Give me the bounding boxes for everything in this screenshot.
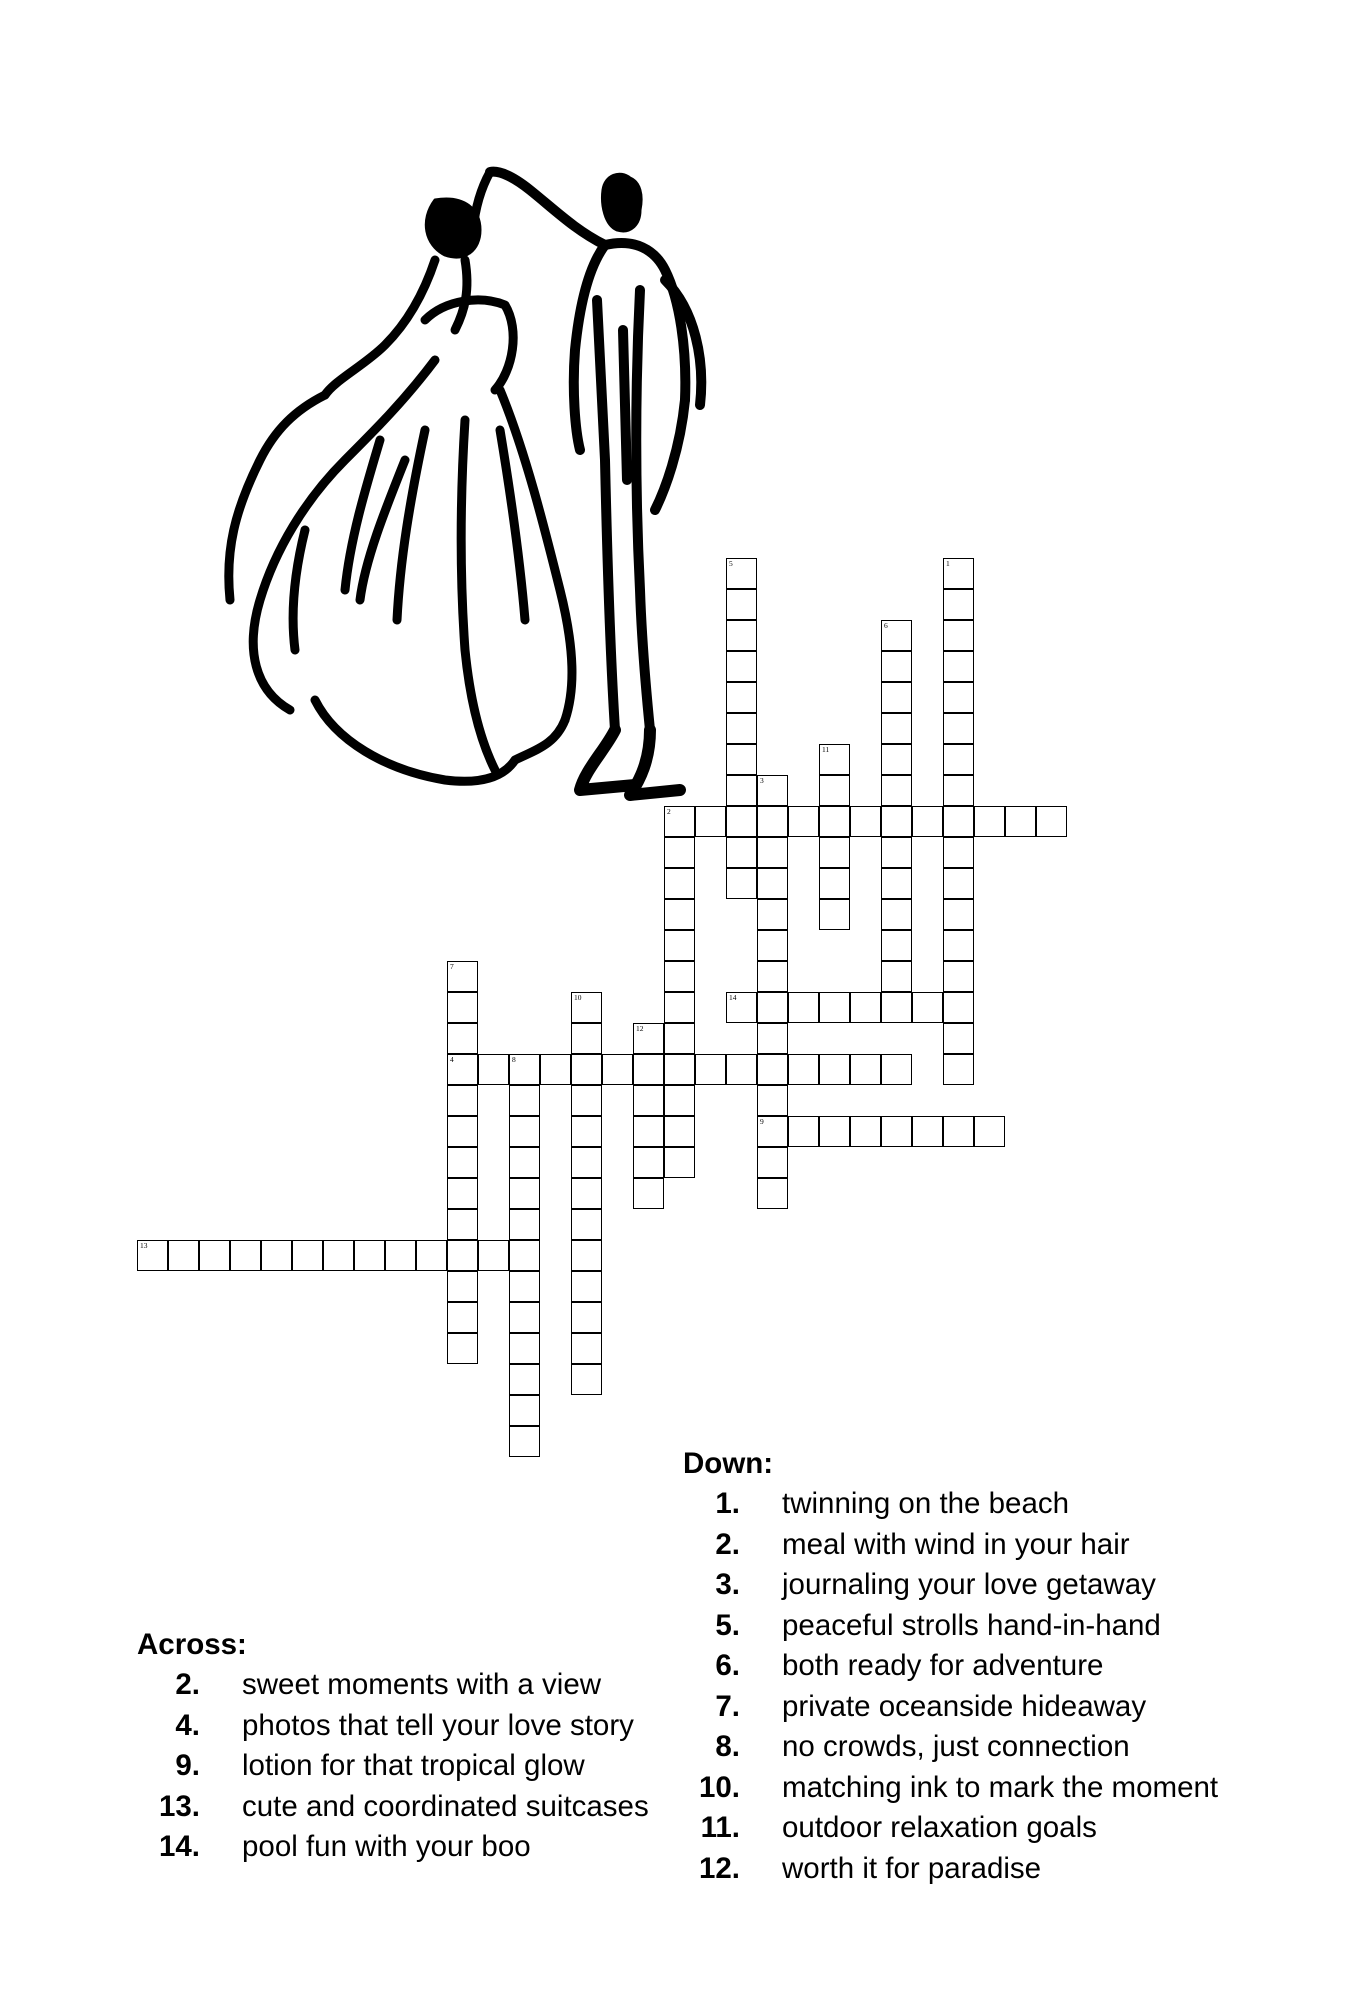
grid-cell[interactable]: [571, 1271, 602, 1302]
grid-cell[interactable]: [757, 992, 788, 1023]
clue-number: 12.: [698, 1851, 740, 1885]
grid-cell[interactable]: [881, 961, 912, 992]
grid-cell[interactable]: [447, 1147, 478, 1178]
grid-cell[interactable]: [292, 1240, 323, 1271]
grid-cell[interactable]: [943, 589, 974, 620]
grid-cell[interactable]: [509, 1178, 540, 1209]
cell-number: 12: [636, 1024, 644, 1033]
cell-number: 2: [667, 807, 671, 816]
clue-number: 5.: [715, 1608, 740, 1642]
cell-number: 5: [729, 559, 733, 568]
cell-number: 9: [760, 1117, 764, 1126]
grid-cell[interactable]: [757, 775, 788, 806]
cell-number: 11: [822, 745, 830, 754]
clue-text: pool fun with your boo: [242, 1830, 531, 1863]
grid-cell[interactable]: [912, 1116, 943, 1147]
grid-cell[interactable]: [757, 961, 788, 992]
clue-text: photos that tell your love story: [242, 1708, 634, 1742]
grid-cell[interactable]: [726, 744, 757, 775]
grid-cell[interactable]: [726, 1054, 757, 1085]
clue-text: matching ink to mark the moment: [782, 1770, 1219, 1804]
clue-number: 9.: [175, 1749, 200, 1782]
grid-cell[interactable]: [664, 930, 695, 961]
grid-cell[interactable]: [881, 775, 912, 806]
grid-cell[interactable]: [819, 775, 850, 806]
clue-number: 7.: [715, 1689, 740, 1723]
cell-number: 4: [450, 1055, 454, 1064]
grid-cell[interactable]: [726, 868, 757, 899]
cell-number: 3: [760, 776, 764, 785]
clue-item: [137, 1709, 649, 1750]
across-clues: [137, 1628, 649, 1871]
clue-text: twinning on the beach: [782, 1487, 1070, 1520]
grid-cell[interactable]: [664, 868, 695, 899]
grid-cell[interactable]: [323, 1240, 354, 1271]
grid-cell[interactable]: [664, 899, 695, 930]
grid-cell[interactable]: [881, 837, 912, 868]
grid-cell[interactable]: [819, 744, 850, 775]
clue-text: cute and coordinated suitcases: [242, 1789, 649, 1823]
grid-cell[interactable]: [571, 1209, 602, 1240]
grid-cell[interactable]: [695, 806, 726, 837]
grid-cell[interactable]: [881, 899, 912, 930]
clue-text: journaling your love getaway: [782, 1568, 1156, 1601]
grid-cell[interactable]: [602, 1054, 633, 1085]
grid-cell[interactable]: [788, 992, 819, 1023]
grid-cell[interactable]: [850, 1054, 881, 1085]
grid-cell[interactable]: [788, 1116, 819, 1147]
clue-text: peaceful strolls hand-in-hand: [782, 1608, 1161, 1642]
clue-item: [683, 1568, 1218, 1609]
cell-number: 7: [450, 962, 454, 971]
grid-cell[interactable]: [943, 930, 974, 961]
grid-cell[interactable]: [881, 806, 912, 837]
grid-cell[interactable]: [974, 806, 1005, 837]
grid-cell[interactable]: [571, 1240, 602, 1271]
grid-cell[interactable]: [571, 1054, 602, 1085]
grid-cell[interactable]: [509, 1395, 540, 1426]
grid-cell[interactable]: [943, 558, 974, 589]
grid-cell[interactable]: [664, 992, 695, 1023]
clue-text: both ready for adventure: [782, 1649, 1104, 1682]
grid-cell[interactable]: [509, 1426, 540, 1457]
clue-number: 6.: [715, 1649, 740, 1682]
clue-item: [683, 1609, 1218, 1650]
grid-cell[interactable]: [943, 1054, 974, 1085]
grid-cell[interactable]: [726, 558, 757, 589]
grid-cell[interactable]: [943, 1116, 974, 1147]
clue-text: private oceanside hideaway: [782, 1689, 1147, 1723]
grid-cell[interactable]: [726, 837, 757, 868]
grid-cell[interactable]: [819, 992, 850, 1023]
clue-item: [683, 1852, 1218, 1893]
clue-item: [683, 1771, 1218, 1812]
grid-cell[interactable]: [974, 1116, 1005, 1147]
grid-cell[interactable]: [943, 837, 974, 868]
grid-cell[interactable]: [633, 1085, 664, 1116]
grid-cell[interactable]: [726, 651, 757, 682]
clue-text: outdoor relaxation goals: [782, 1811, 1097, 1844]
grid-cell[interactable]: [261, 1240, 292, 1271]
clue-item: [683, 1528, 1218, 1569]
grid-cell[interactable]: [788, 806, 819, 837]
grid-cell[interactable]: [447, 1116, 478, 1147]
grid-cell[interactable]: [664, 1085, 695, 1116]
grid-cell[interactable]: [757, 1116, 788, 1147]
grid-cell[interactable]: [943, 899, 974, 930]
grid-cell[interactable]: [447, 1302, 478, 1333]
grid-cell[interactable]: [757, 1085, 788, 1116]
clue-text: sweet moments with a view: [242, 1668, 602, 1701]
grid-cell[interactable]: [571, 1147, 602, 1178]
grid-cell[interactable]: [881, 713, 912, 744]
grid-cell[interactable]: [571, 1364, 602, 1395]
grid-cell[interactable]: [385, 1240, 416, 1271]
cell-number: 1: [946, 559, 950, 568]
grid-cell[interactable]: [571, 1023, 602, 1054]
clue-number: 4.: [175, 1708, 200, 1742]
grid-cell[interactable]: [881, 744, 912, 775]
grid-cell[interactable]: [881, 930, 912, 961]
grid-cell[interactable]: [912, 806, 943, 837]
grid-cell[interactable]: [664, 837, 695, 868]
grid-cell[interactable]: [509, 1271, 540, 1302]
grid-cell[interactable]: [943, 961, 974, 992]
grid-cell[interactable]: [881, 992, 912, 1023]
grid-cell[interactable]: [540, 1054, 571, 1085]
clue-text: worth it for paradise: [782, 1851, 1042, 1885]
grid-cell[interactable]: [819, 1054, 850, 1085]
grid-cell[interactable]: [726, 775, 757, 806]
grid-cell[interactable]: [726, 713, 757, 744]
grid-cell[interactable]: [819, 899, 850, 930]
grid-cell[interactable]: [354, 1240, 385, 1271]
grid-cell[interactable]: [664, 961, 695, 992]
grid-cell[interactable]: [447, 1023, 478, 1054]
grid-cell[interactable]: [509, 1333, 540, 1364]
clue-item: [683, 1690, 1218, 1731]
cell-number: 10: [574, 993, 582, 1002]
cell-number: 14: [729, 993, 737, 1002]
grid-cell[interactable]: [447, 1085, 478, 1116]
grid-cell[interactable]: [943, 682, 974, 713]
grid-cell[interactable]: [447, 992, 478, 1023]
clue-text: lotion for that tropical glow: [242, 1749, 585, 1782]
grid-cell[interactable]: [633, 1023, 664, 1054]
grid-cell[interactable]: [509, 1364, 540, 1395]
grid-cell[interactable]: [509, 1054, 540, 1085]
across-heading: Across:: [137, 1628, 247, 1661]
grid-cell[interactable]: [757, 868, 788, 899]
grid-cell[interactable]: [943, 713, 974, 744]
grid-cell[interactable]: [1036, 806, 1067, 837]
grid-cell[interactable]: [571, 1302, 602, 1333]
clue-item: [137, 1790, 649, 1831]
grid-cell[interactable]: [726, 620, 757, 651]
grid-cell[interactable]: [509, 1085, 540, 1116]
grid-cell[interactable]: [757, 1178, 788, 1209]
grid-cell[interactable]: [943, 868, 974, 899]
down-heading: Down:: [683, 1447, 774, 1480]
cell-number: 13: [140, 1241, 148, 1250]
grid-cell[interactable]: [943, 992, 974, 1023]
grid-cell[interactable]: [478, 1054, 509, 1085]
clue-item: [683, 1649, 1218, 1690]
clue-number: 1.: [715, 1487, 740, 1520]
grid-cell[interactable]: [850, 992, 881, 1023]
clue-number: 10.: [698, 1770, 740, 1804]
grid-cell[interactable]: [757, 1054, 788, 1085]
clue-item: [683, 1730, 1218, 1771]
grid-cell[interactable]: [757, 1023, 788, 1054]
grid-cell[interactable]: [850, 1116, 881, 1147]
grid-cell[interactable]: [943, 775, 974, 806]
grid-cell[interactable]: [633, 1178, 664, 1209]
groom-figure: [490, 172, 701, 795]
grid-cell[interactable]: [447, 1271, 478, 1302]
grid-cell[interactable]: [881, 868, 912, 899]
clue-text: no crowds, just connection: [782, 1730, 1130, 1763]
grid-cell[interactable]: [757, 930, 788, 961]
clue-number: 13.: [158, 1789, 200, 1823]
grid-cell[interactable]: [447, 1178, 478, 1209]
grid-cell[interactable]: [943, 620, 974, 651]
clue-item: [137, 1749, 649, 1790]
grid-cell[interactable]: [447, 1209, 478, 1240]
grid-cell[interactable]: [571, 992, 602, 1023]
grid-cell[interactable]: [447, 1054, 478, 1085]
grid-cell[interactable]: [447, 1240, 478, 1271]
grid-cell[interactable]: [509, 1147, 540, 1178]
grid-cell[interactable]: [943, 651, 974, 682]
bride-figure: [229, 172, 572, 781]
grid-cell[interactable]: [416, 1240, 447, 1271]
grid-cell[interactable]: [757, 806, 788, 837]
down-clues: [683, 1447, 1218, 1892]
grid-cell[interactable]: [230, 1240, 261, 1271]
grid-cell[interactable]: [757, 1147, 788, 1178]
couple-illustration: [135, 130, 755, 920]
clue-number: 8.: [715, 1730, 740, 1763]
grid-cell[interactable]: [726, 806, 757, 837]
grid-cell[interactable]: [943, 806, 974, 837]
grid-cell[interactable]: [757, 837, 788, 868]
grid-cell[interactable]: [850, 806, 881, 837]
grid-cell[interactable]: [788, 1054, 819, 1085]
grid-cell[interactable]: [571, 1178, 602, 1209]
grid-cell[interactable]: [664, 1054, 695, 1085]
grid-cell[interactable]: [199, 1240, 230, 1271]
grid-cell[interactable]: [881, 682, 912, 713]
clue-item: [683, 1487, 1218, 1528]
grid-cell[interactable]: [509, 1302, 540, 1333]
grid-cell[interactable]: [819, 806, 850, 837]
grid-cell[interactable]: [664, 1147, 695, 1178]
grid-cell[interactable]: [633, 1054, 664, 1085]
cell-number: 6: [884, 621, 888, 630]
grid-cell[interactable]: [726, 992, 757, 1023]
grid-cell[interactable]: [819, 868, 850, 899]
grid-cell[interactable]: [664, 806, 695, 837]
grid-cell[interactable]: [695, 1054, 726, 1085]
grid-cell[interactable]: [509, 1240, 540, 1271]
grid-cell[interactable]: [881, 651, 912, 682]
grid-cell[interactable]: [571, 1333, 602, 1364]
grid-cell[interactable]: [571, 1085, 602, 1116]
clue-number: 3.: [715, 1568, 740, 1601]
grid-cell[interactable]: [881, 1054, 912, 1085]
grid-cell[interactable]: [664, 1116, 695, 1147]
grid-cell[interactable]: [633, 1147, 664, 1178]
clue-item: [137, 1668, 649, 1709]
grid-cell[interactable]: [819, 1116, 850, 1147]
grid-cell[interactable]: [447, 1333, 478, 1364]
grid-cell[interactable]: [168, 1240, 199, 1271]
grid-cell[interactable]: [1005, 806, 1036, 837]
clue-number: 11.: [700, 1811, 740, 1844]
grid-cell[interactable]: [881, 620, 912, 651]
clue-number: 2.: [715, 1527, 740, 1561]
grid-cell[interactable]: [912, 992, 943, 1023]
grid-cell[interactable]: [943, 1023, 974, 1054]
clue-number: 2.: [175, 1668, 200, 1701]
grid-cell[interactable]: [633, 1116, 664, 1147]
grid-cell[interactable]: [137, 1240, 168, 1271]
grid-cell[interactable]: [478, 1240, 509, 1271]
grid-cell[interactable]: [726, 589, 757, 620]
grid-cell[interactable]: [571, 1116, 602, 1147]
cell-number: 8: [512, 1055, 516, 1064]
grid-cell[interactable]: [943, 744, 974, 775]
grid-cell[interactable]: [509, 1116, 540, 1147]
grid-cell[interactable]: [726, 682, 757, 713]
grid-cell[interactable]: [757, 899, 788, 930]
grid-cell[interactable]: [509, 1209, 540, 1240]
clue-number: 14.: [158, 1830, 200, 1863]
clue-text: meal with wind in your hair: [782, 1527, 1130, 1561]
grid-cell[interactable]: [819, 837, 850, 868]
clue-item: [137, 1830, 649, 1871]
grid-cell[interactable]: [664, 1023, 695, 1054]
clue-item: [683, 1811, 1218, 1852]
grid-cell[interactable]: [447, 961, 478, 992]
grid-cell[interactable]: [881, 1116, 912, 1147]
